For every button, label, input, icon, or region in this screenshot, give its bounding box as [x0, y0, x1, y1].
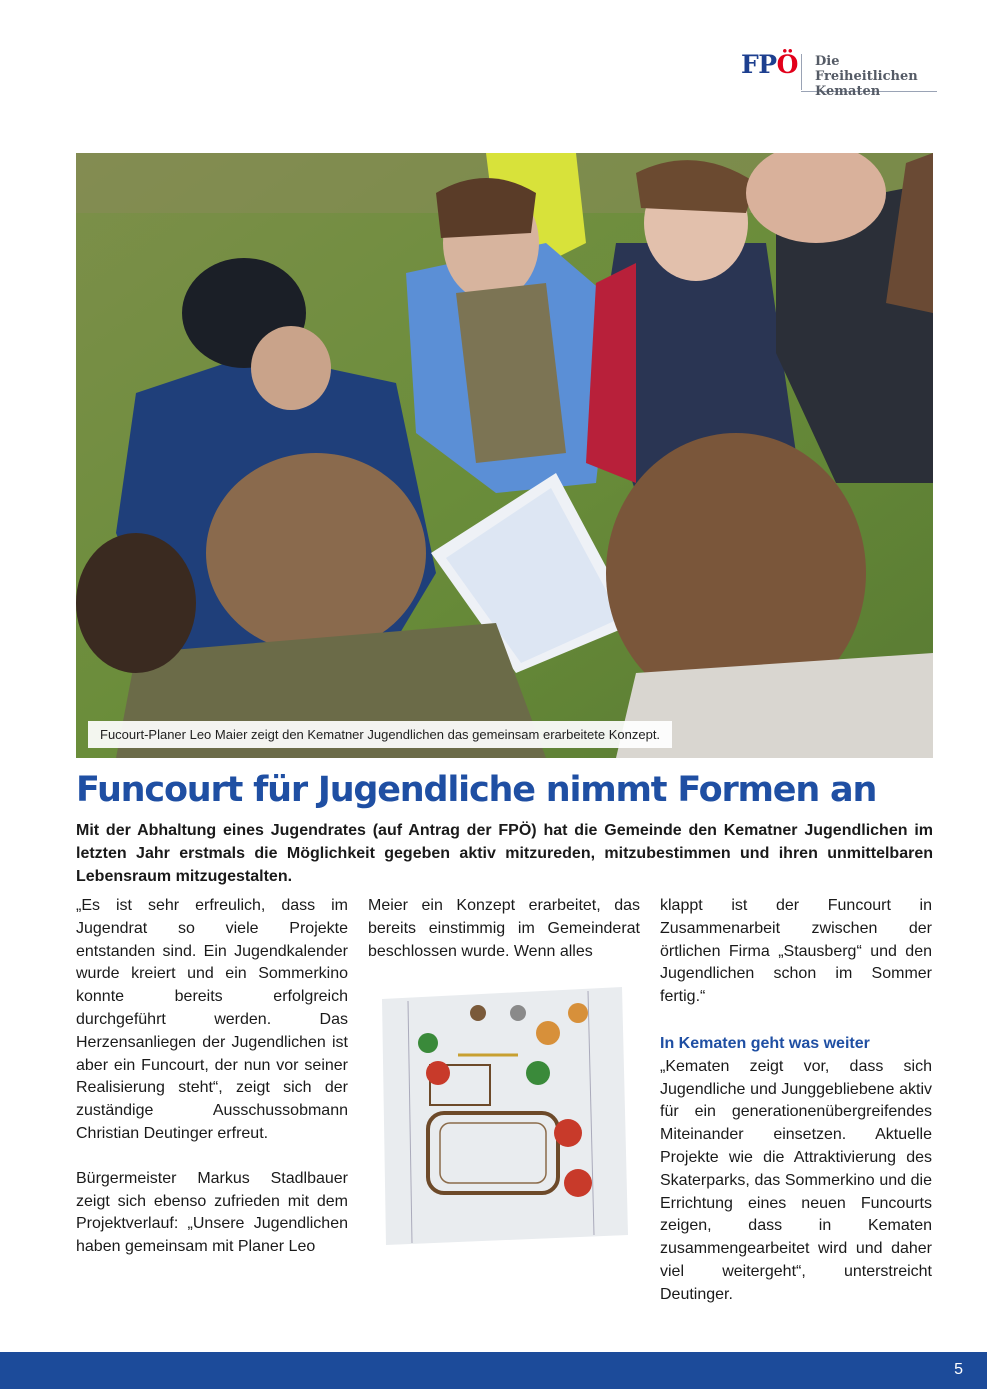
text-column-1: [76, 895, 348, 1259]
paragraph: klappt ist der Funcourt in Zusammenarbeit zwischen der örtlichen Firma „Stausberg“ und den Jugendlichen schon im Sommer fertig.“: [660, 897, 932, 1006]
paragraph: „Es ist sehr erfreulich, dass im Jugendrat so viele Projekte entstanden sind. Ein Jugendkalender wurde kreiert und ein Sommerkino konnte bereits erfolgreich durchgeführt werden. Das Herzensanliegen der Jugendlichen ist aber ein Funcourt, der nun vor seiner Realisierung steht“, zeigt sich der zuständige Ausschussobmann Christian Deutinger erfreut.: [76, 897, 348, 1142]
article-lead: Mit der Abhaltung eines Jugendrates (auf Antrag der FPÖ) hat die Gemeinde den Kematner Jugendlichen im letzten Jahr erstmals die Möglichkeit gegeben aktiv mitzureden, mitzubestimmen und ihren unmittelbaren Lebensraum mitzugestalten.: [76, 822, 933, 885]
funcourt-plan-image: [368, 973, 640, 1259]
plan-drawing: [368, 973, 640, 1259]
section-subheading: In Kematen geht was weiter: [660, 1034, 870, 1052]
footer-bar: [0, 1352, 987, 1389]
paragraph: Meier ein Konzept erarbeitet, das bereits einstimmig im Gemeinderat beschlossen wurde. Wenn alles: [368, 897, 640, 960]
logo-divider: [801, 54, 802, 90]
text-column-3: [660, 895, 932, 1307]
photo-caption: Fucourt-Planer Leo Maier zeigt den Kematner Jugendlichen das gemeinsam erarbeitete Konzept.: [88, 721, 672, 748]
main-photo: [76, 153, 933, 758]
group-photo-illustration: [76, 153, 933, 758]
article-headline: Funcourt für Jugendliche nimmt Formen an: [76, 770, 877, 810]
fpo-logo-text: FPÖ: [741, 50, 798, 79]
party-logo: [741, 50, 937, 99]
paragraph: Bürgermeister Markus Stadlbauer zeigt sich ebenso zufrieden mit dem Projektverlauf: „Unsere Jugendlichen haben gemeinsam mit Planer Leo: [76, 1169, 348, 1256]
org-line-2: Kematen: [815, 84, 881, 99]
org-line-1: Die Freiheitlichen: [815, 54, 918, 84]
organization-name: [815, 54, 937, 99]
paragraph: „Kematen zeigt vor, dass sich Jugendliche und Junggebliebene aktiv für ein generationenübergreifendes Miteinander einsetzen. Aktuelle Projekte wie die Attraktivierung des Skaterparks, das Sommerkino und die Errichtung eines neuen Funcourts zeigen, dass in Kematen zusammengearbeitet wird und daher viel weitergeht“, unterstreicht Deutinger.: [660, 1057, 932, 1303]
text-column-2: [368, 895, 640, 963]
page-number: 5: [954, 1361, 963, 1378]
